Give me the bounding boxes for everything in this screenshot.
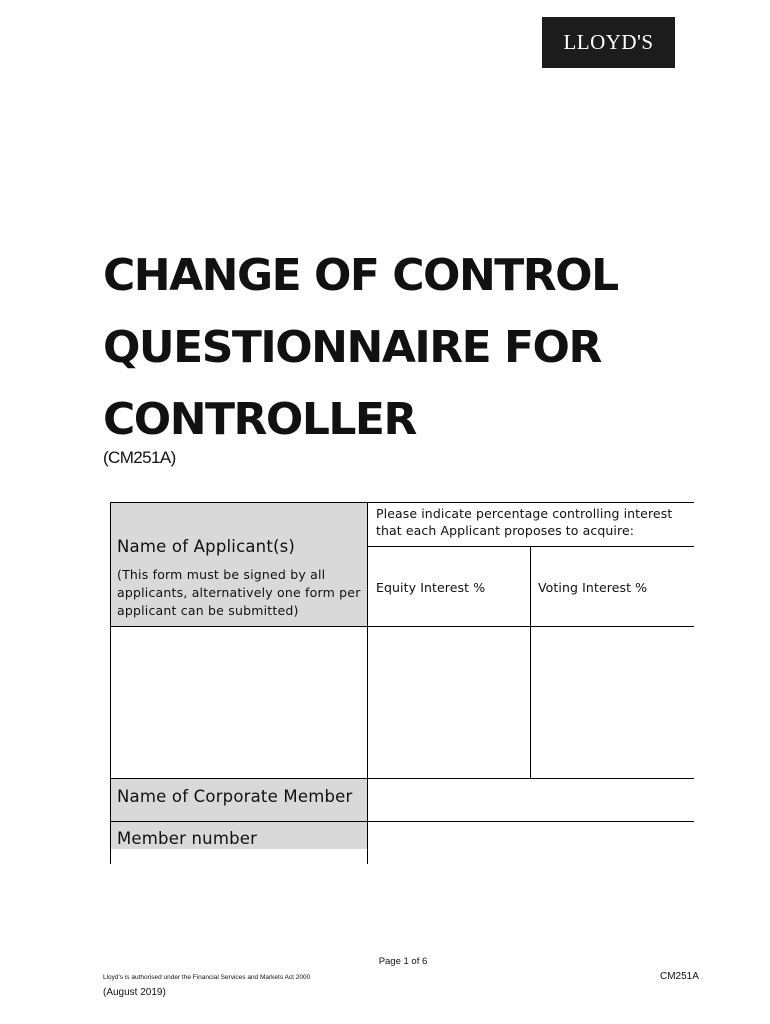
title-line-1: CHANGE OF CONTROL bbox=[103, 250, 618, 301]
title-line-2: QUESTIONNAIRE FOR bbox=[103, 322, 601, 373]
member-number-field[interactable] bbox=[368, 822, 694, 864]
footer-form-code: CM251A bbox=[660, 971, 699, 982]
applicant-note: (This form must be signed by all applicants, alternatively one form per applicant can be submitted) bbox=[117, 567, 361, 618]
footer-date: (August 2019) bbox=[103, 987, 166, 998]
authorisation-note: Lloyd's is authorised under the Financial Services and Markets Act 2000 bbox=[103, 974, 311, 981]
document-title bbox=[103, 240, 723, 456]
equity-interest-field[interactable] bbox=[368, 627, 530, 778]
voting-interest-label: Voting Interest % bbox=[538, 580, 648, 595]
voting-interest-field[interactable] bbox=[531, 627, 694, 778]
title-line-3: CONTROLLER bbox=[103, 394, 416, 445]
page-number: Page 1 of 6 bbox=[378, 956, 428, 967]
interest-header: Please indicate percentage controlling interest that each Applicant proposes to acquire: bbox=[376, 506, 673, 538]
applicant-name-field[interactable] bbox=[111, 627, 367, 778]
lloyds-logo: LLOYD'S bbox=[542, 17, 675, 68]
equity-interest-label: Equity Interest % bbox=[376, 580, 486, 595]
member-number-label: Member number bbox=[117, 829, 258, 848]
corporate-member-label: Name of Corporate Member bbox=[117, 787, 353, 806]
applicant-label: Name of Applicant(s) bbox=[117, 537, 296, 556]
form-code: (CM251A) bbox=[103, 448, 176, 467]
corporate-member-field[interactable] bbox=[368, 779, 694, 821]
table-border bbox=[110, 502, 694, 503]
